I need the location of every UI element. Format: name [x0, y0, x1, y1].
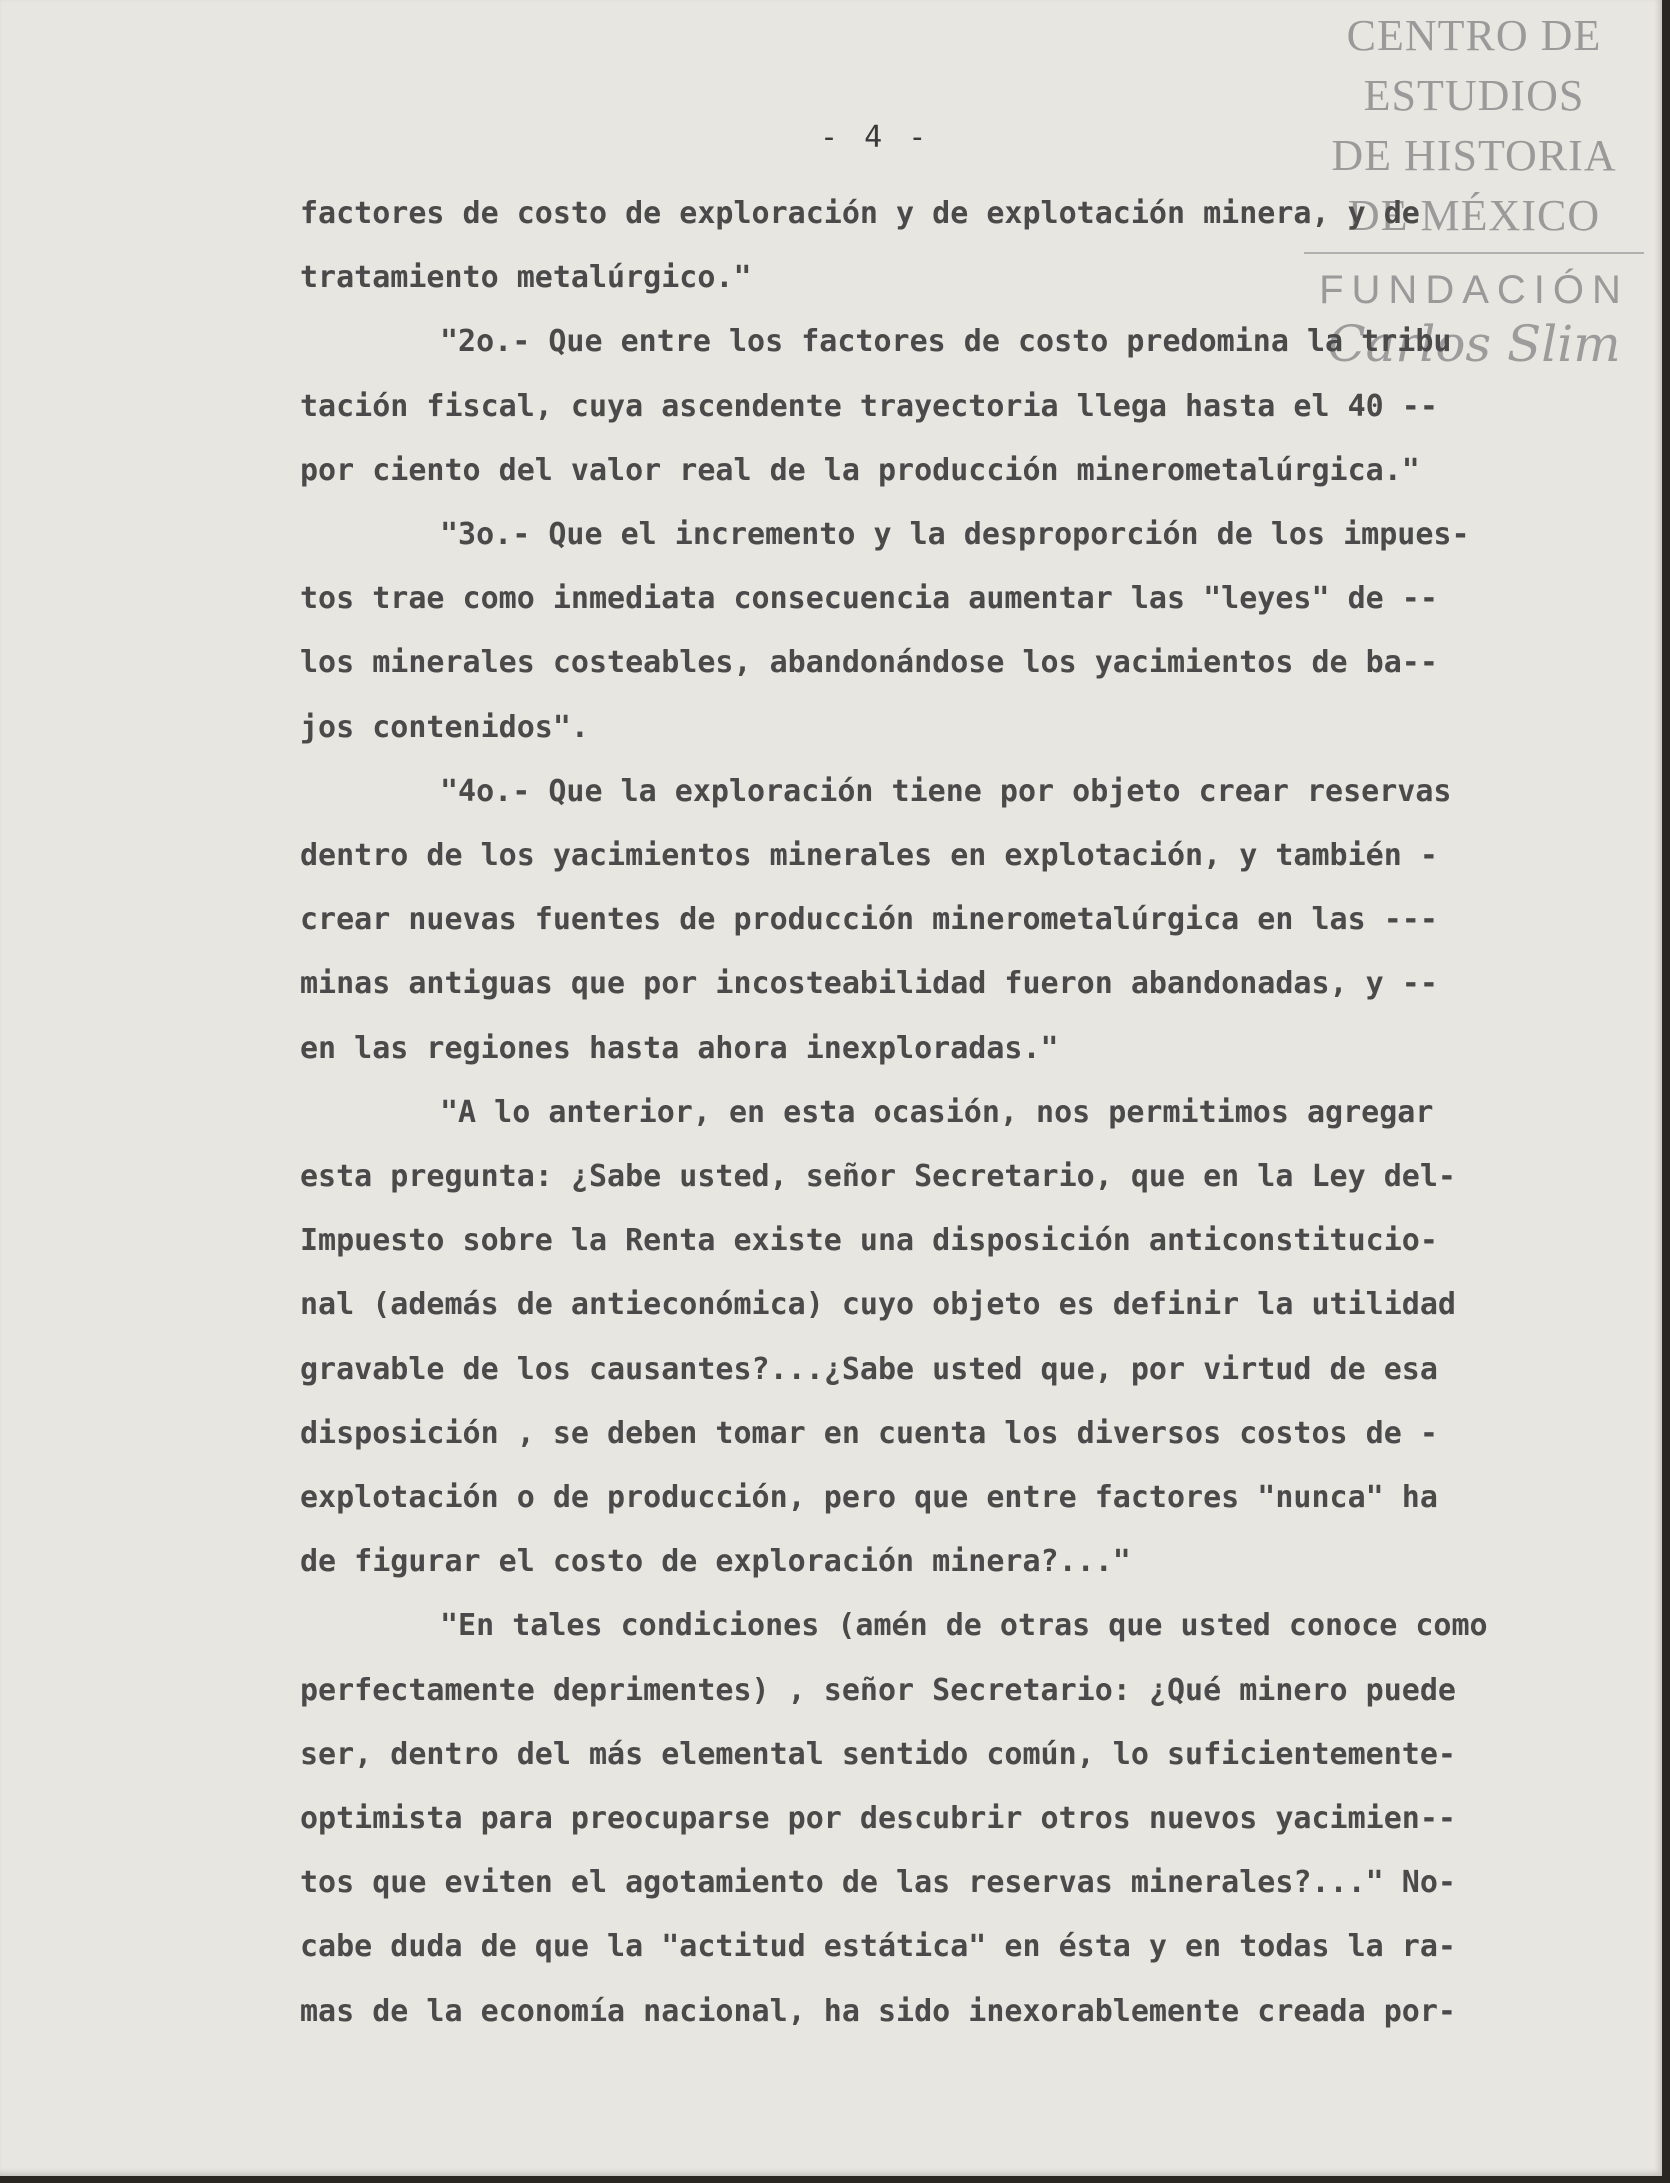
text-line: disposición , se deben tomar en cuenta los diversos costos de - — [300, 1415, 1438, 1451]
text-line: minas antiguas que por incosteabilidad fueron abandonadas, y -- — [300, 966, 1438, 1002]
text-line: de figurar el costo de exploración minera?..." — [300, 1544, 1131, 1580]
watermark-line-3: DE HISTORIA — [1331, 131, 1617, 180]
text-line: nal (además de antieconómica) cuyo objeto es definir la utilidad — [300, 1287, 1456, 1323]
text-line: tación fiscal, cuya ascendente trayectoria llega hasta el 40 -- — [300, 388, 1438, 424]
text-line: factores de costo de exploración y de explotación minera, y de — [300, 196, 1420, 231]
text-line: jos contenidos". — [300, 709, 589, 745]
text-line: los minerales costeables, abandonándose los yacimientos de ba-- — [300, 645, 1438, 681]
watermark-line-1: CENTRO DE — [1346, 11, 1602, 60]
text-line: cabe duda de que la "actitud estática" en ésta y en todas la ra- — [300, 1929, 1456, 1965]
text-line: perfectamente deprimentes) , señor Secretario: ¿Qué minero puede — [300, 1672, 1456, 1708]
page-number: - 4 - — [820, 120, 931, 155]
text-line: explotación o de producción, pero que entre factores "nunca" ha — [300, 1480, 1438, 1516]
text-line: "3o.- Que el incremento y la desproporción de los impues- — [440, 517, 1470, 553]
text-line: tratamiento metalúrgico." — [300, 260, 752, 296]
text-line: crear nuevas fuentes de producción minerometalúrgica en las --- — [300, 902, 1438, 938]
watermark-foundation: FUNDACIÓN — [1319, 268, 1629, 312]
text-line: esta pregunta: ¿Sabe usted, señor Secretario, que en la Ley del- — [300, 1159, 1456, 1195]
text-line: en las regiones hasta ahora inexploradas." — [300, 1030, 1059, 1066]
text-line: Impuesto sobre la Renta existe una disposición anticonstitucio- — [300, 1223, 1438, 1259]
text-line: "2o.- Que entre los factores de costo predomina la tribu — [440, 324, 1452, 360]
text-line: por ciento del valor real de la producción minerometalúrgica." — [300, 452, 1420, 488]
text-line: "4o.- Que la exploración tiene por objeto crear reservas — [440, 773, 1452, 809]
text-line: tos trae como inmediata consecuencia aumentar las "leyes" de -- — [300, 581, 1438, 617]
text-line: dentro de los yacimientos minerales en explotación, y también - — [300, 838, 1438, 874]
text-line: "En tales condiciones (amén de otras que usted conoce como — [440, 1608, 1488, 1644]
text-line: ser, dentro del más elemental sentido común, lo suficientemente- — [300, 1736, 1456, 1772]
text-line: "A lo anterior, en esta ocasión, nos permitimos agregar — [440, 1094, 1434, 1130]
text-line: optimista para preocuparse por descubrir otros nuevos yacimien-- — [300, 1801, 1456, 1837]
watermark-line-2: ESTUDIOS — [1363, 71, 1585, 120]
text-line: mas de la economía nacional, ha sido inexorablemente creada por- — [300, 1993, 1456, 2029]
text-line: tos que eviten el agotamiento de las reservas minerales?..." No- — [300, 1865, 1456, 1901]
text-line: gravable de los causantes?...¿Sabe usted que, por virtud de esa — [300, 1351, 1438, 1387]
body-text — [300, 182, 1530, 2044]
watermark-line-4: DE MÉXICO — [1347, 191, 1601, 240]
watermark-signature: Carlos Slim — [1327, 315, 1621, 373]
